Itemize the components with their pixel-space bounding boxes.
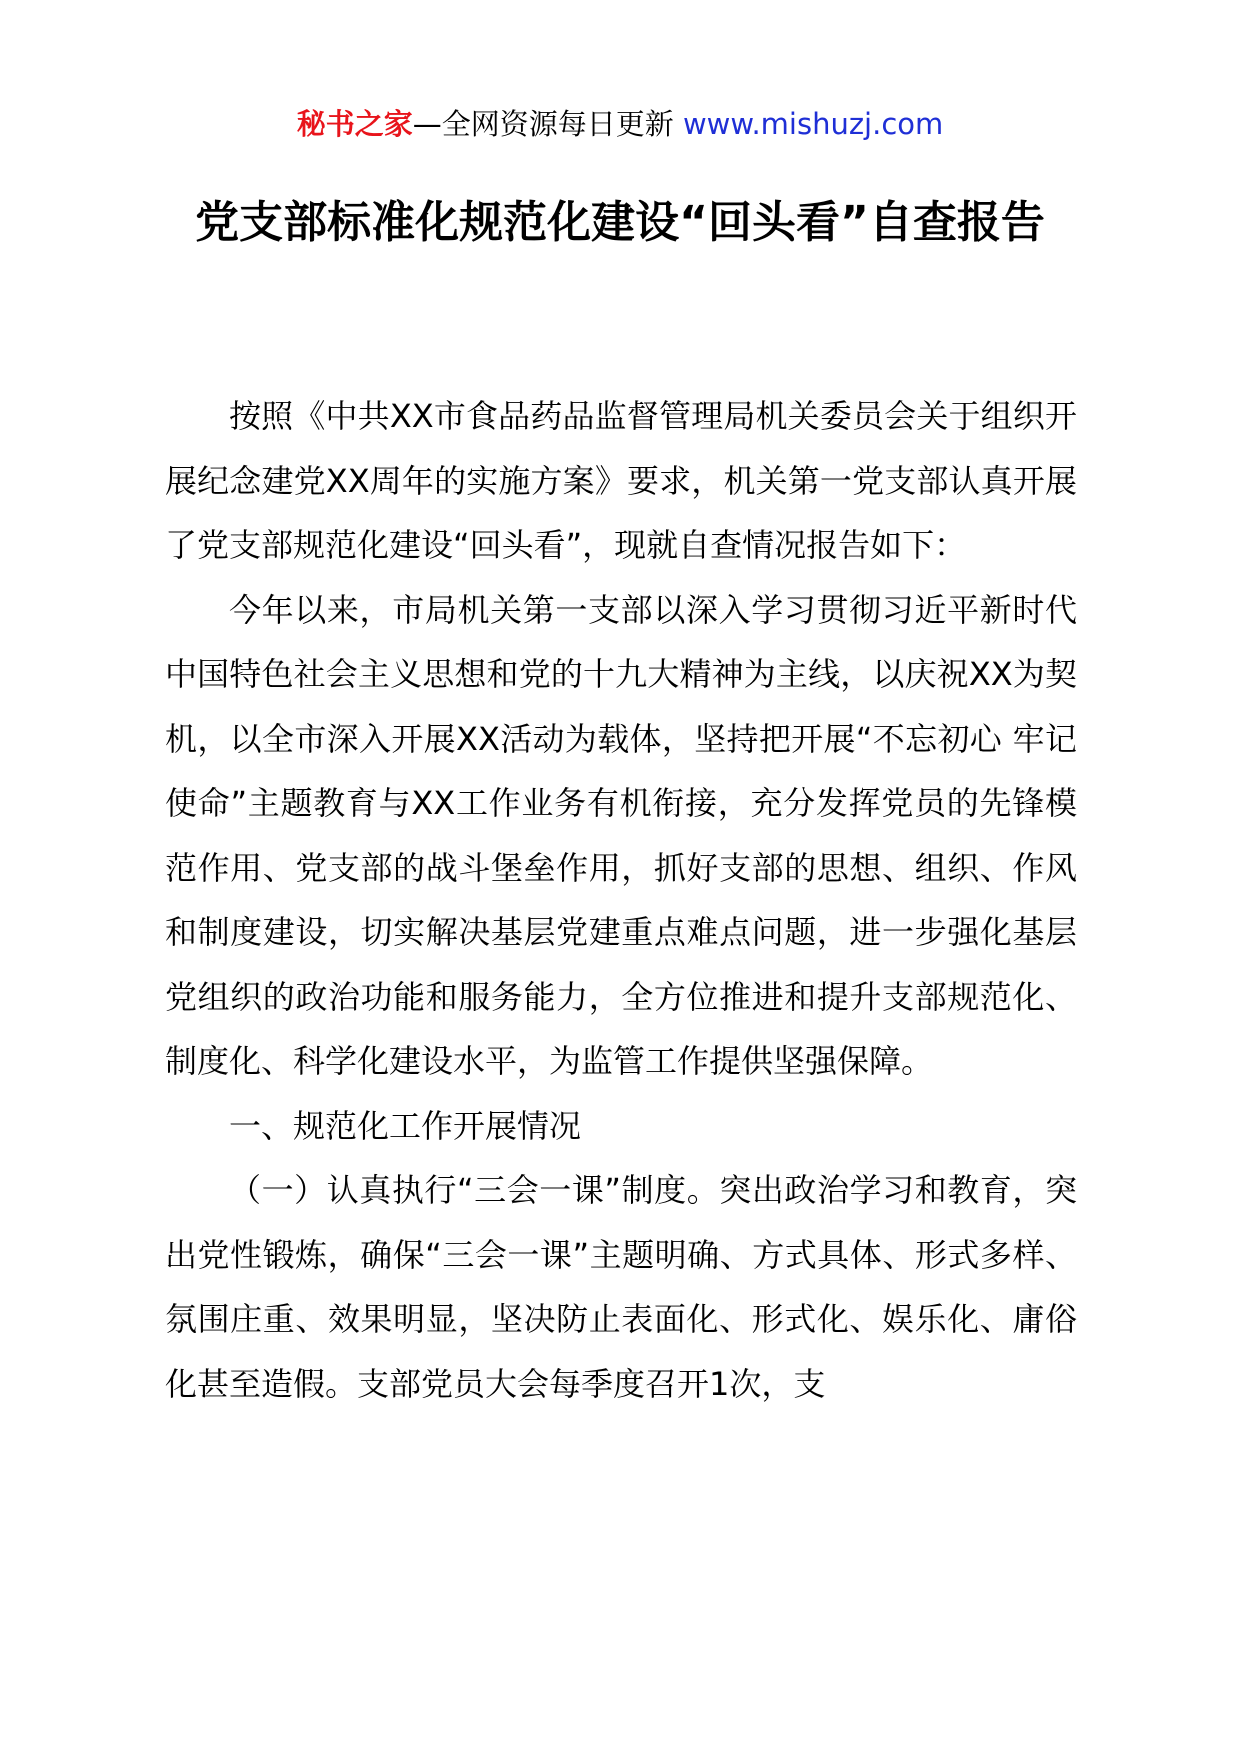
document-title: 党支部标准化规范化建设“回头看”自查报告 xyxy=(195,197,1045,248)
page-header xyxy=(0,104,1240,144)
paragraph-subsection-1: （一）认真执行“三会一课”制度。突出政治学习和教育，突出党性锻炼，确保“三会一课”主题明确、方式具体、形式多样、氛围庄重、效果明显，坚决防止表面化、形式化、娱乐化、庸俗化甚至造假。支部党员大会每季度召开1次，支 xyxy=(165,1171,1077,1403)
paragraph-overview: 今年以来，市局机关第一支部以深入学习贯彻习近平新时代中国特色社会主义思想和党的十九大精神为主线，以庆祝XX为契机，以全市深入开展XX活动为载体，坚持把开展“不忘初心 牢记使命”主题教育与XX工作业务有机衔接，充分发挥党员的先锋模范作用、党支部的战斗堡垒作用，抓好支部的思想、组织、作风和制度建设，切实解决基层党建重点难点问题，进一步强化基层党组织的政治功能和服务能力，全方位推进和提升支部规范化、制度化、科学化建设水平，为监管工作提供坚强保障。 xyxy=(165,590,1077,1080)
header-tagline: —全网资源每日更新 xyxy=(412,107,674,141)
website-link[interactable]: www.mishuzj.com xyxy=(682,107,944,141)
paragraph-intro: 按照《中共XX市食品药品监督管理局机关委员会关于组织开展纪念建党XX周年的实施方案》要求，机关第一党支部认真开展了党支部规范化建设“回头看”，现就自查情况报告如下： xyxy=(165,397,1077,564)
document-body xyxy=(165,384,1077,1416)
section-heading: 一、规范化工作开展情况 xyxy=(229,1106,582,1145)
brand-name: 秘书之家 xyxy=(296,107,413,141)
